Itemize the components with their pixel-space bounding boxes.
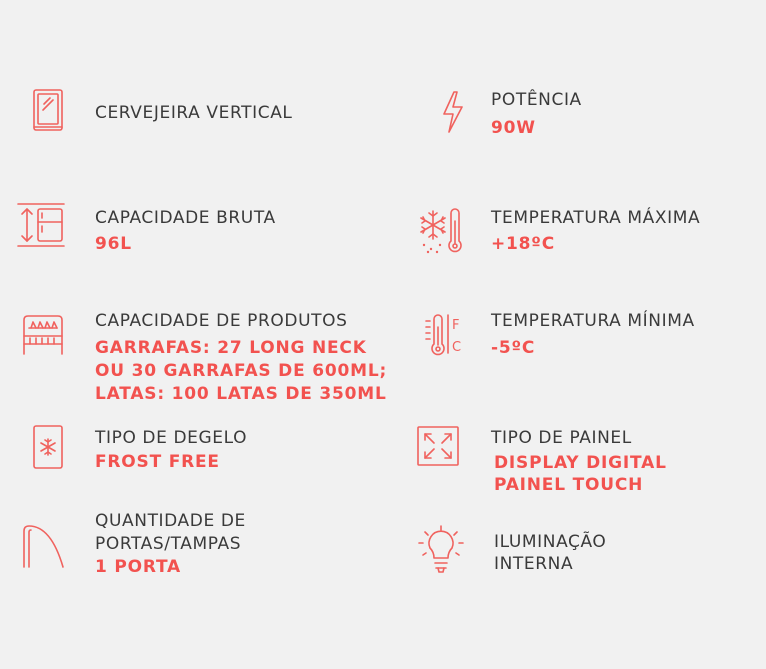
spec-label: TEMPERATURA MÍNIMA [491,311,695,331]
spec-label: POTÊNCIA [491,90,582,110]
spec-value: DISPLAY DIGITAL [494,453,667,473]
spec-value: 96L [95,234,132,254]
spec-label: CERVEJEIRA VERTICAL [95,103,293,123]
frost-free-icon [32,424,64,470]
spec-value: 1 PORTA [95,557,182,577]
spec-label: CAPACIDADE BRUTA [95,208,276,228]
spec-label: TEMPERATURA MÁXIMA [491,208,701,228]
capacity-icon [17,202,67,248]
lightning-icon [441,90,465,134]
fahrenheit-symbol: F [452,318,460,333]
spec-label: TIPO DE PAINEL [491,428,632,448]
shelves-icon [22,314,64,356]
spec-label: QUANTIDADE DE [95,511,246,531]
spec-label: CAPACIDADE DE PRODUTOS [95,311,348,331]
thermometer-scale-icon [424,313,466,357]
spec-label: INTERNA [494,554,574,574]
panel-expand-icon [416,425,460,467]
spec-label: PORTAS/TAMPAS [95,534,242,554]
spec-label: TIPO DE DEGELO [95,428,248,448]
spec-value: PAINEL TOUCH [494,475,644,495]
spec-value: 90W [491,118,536,138]
celsius-symbol: C [452,340,462,355]
spec-value: +18ºC [491,234,555,254]
spec-value: OU 30 GARRAFAS DE 600ML; [95,361,388,381]
spec-value: FROST FREE [95,452,220,472]
spec-label: ILUMINAÇÃO [494,532,607,552]
spec-value: LATAS: 100 LATAS DE 350ML [95,384,387,404]
spec-value: -5ºC [491,338,536,358]
door-icon [21,523,67,569]
snowflake-thermometer-icon [418,207,466,255]
fridge-icon [32,88,64,132]
spec-value: GARRAFAS: 27 LONG NECK [95,338,367,358]
lightbulb-icon [417,524,467,576]
